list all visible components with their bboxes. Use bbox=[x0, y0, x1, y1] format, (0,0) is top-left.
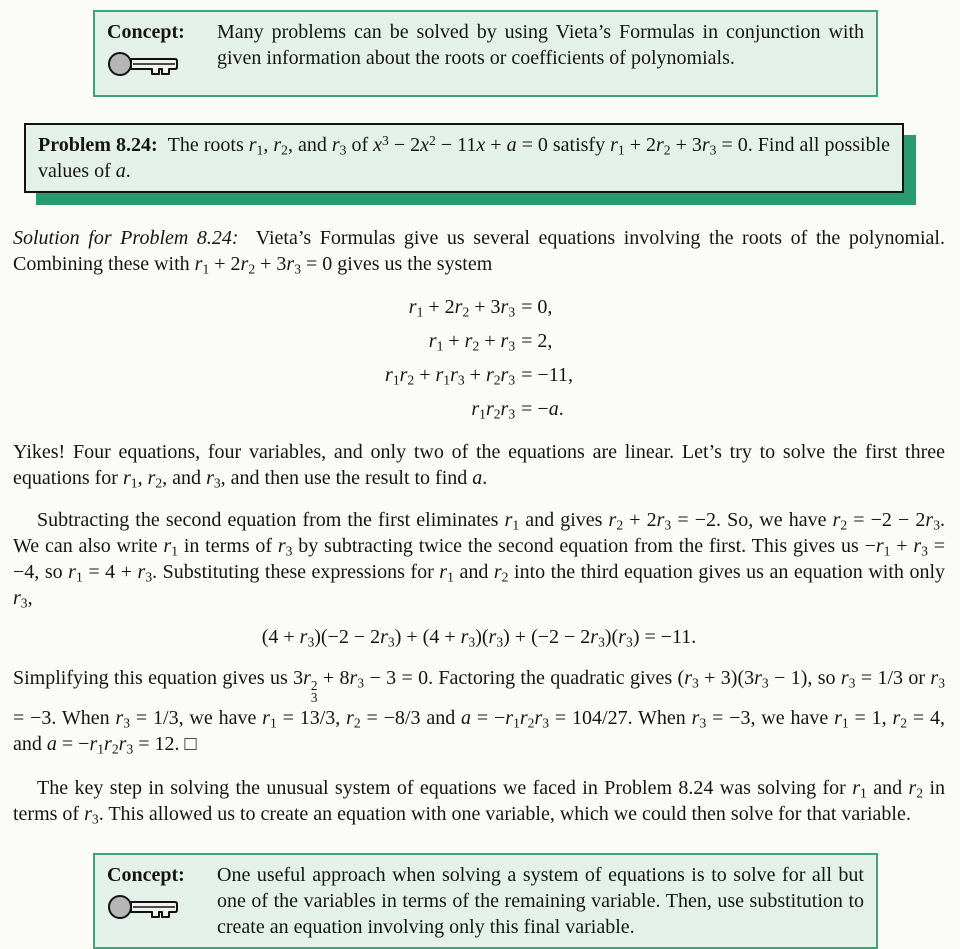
concept-label: Concept: bbox=[107, 21, 185, 43]
equation-lhs: $r_1 + r_2 + r_3$ bbox=[428, 330, 516, 354]
equation-rhs: = 2, bbox=[521, 330, 553, 352]
problem-box bbox=[24, 123, 904, 193]
concept-label-column bbox=[107, 862, 209, 940]
key-icon bbox=[107, 47, 209, 88]
concept-box-bottom bbox=[93, 853, 878, 949]
concept-label: Concept: bbox=[107, 863, 185, 886]
para-subtracting: Subtracting the second equation from the first eliminates $r_1$ and gives $r_2 + 2r_3 = -2$. So, we have $r_2 = -2 - 2r_3$. We can also write $r_1$ in terms of $r_3$ by subtracting twice the second equation from the first. This gives us $-r_1 + r_3 = -4$, so $r_1 = 4 + r_3$. Substituting these expressions for $r_1$ and $r_2$ into the third equation gives us an equation with only $r_3$, bbox=[13, 509, 946, 611]
equation-rhs: = 0, bbox=[521, 296, 553, 318]
equation-row bbox=[385, 324, 573, 358]
equation-lhs: $r_1r_2r_3$ bbox=[471, 398, 516, 422]
equation-row bbox=[385, 290, 573, 324]
equation-system bbox=[385, 290, 573, 426]
problem-statement: The roots $r_1$, $r_2$, and $r_3$ of $x^3 - 2x^2 - 11x + a = 0$ satisfy $r_1 + 2r_2 + 3r_3 = 0$. Find all possible values of a. bbox=[38, 132, 891, 182]
equation-row bbox=[385, 358, 573, 392]
equation-rhs: = −a. bbox=[521, 398, 564, 420]
problem-paragraph bbox=[38, 132, 890, 184]
display-equation: $(4 + r_3)(-2 - 2r_3) + (4 + r_3)(r_3) + (-2 - 2r_3)(r_3) = -11$. bbox=[261, 626, 697, 650]
concept-box-top bbox=[93, 10, 878, 97]
para-keystep: The key step in solving the unusual system of equations we faced in Problem 8.24 was solving for $r_1$ and $r_2$ in terms of $r_3$. This allowed us to create an equation with one variable, which we could then solve for that variable. bbox=[13, 776, 945, 826]
para-simplifying: Simplifying this equation gives us 3r 2 3 + $8r_3 - 3 = 0$. Factoring the quadratic gives $(r_3 + 3)(3r_3 - 1)$, so $r_3 = 1/3$ or $r_3 = -3$. When $r_3 = 1/3$, we have $r_1 = 13/3$, $r_2 = -8/3$ and $a = -r_1r_2r_3 = 104/27$. When $r_3 = -3$, we have $r_1 = 1$, $r_2 = 4$, and $a = -r_1r_2r_3 = 12$. □ bbox=[13, 667, 945, 756]
para-yikes: Yikes! Four equations, four variables, and only two of the equations are linear. Let’s try to solve the first three equations for $r_1$, $r_2$, and $r_3$, and then use the result to find a. bbox=[13, 441, 945, 491]
key-icon bbox=[107, 890, 209, 931]
equation-lhs: $r_1r_2 + r_1r_3 + r_2r_3$ bbox=[385, 364, 516, 388]
concept-label-column bbox=[107, 19, 209, 88]
solution-intro: Solution for Problem 8.24: Vieta’s Formulas give us several equations involving the roots of the polynomial. Combining these with $r_1 + 2r_2 + 3r_3 = 0$ gives us the system bbox=[13, 227, 945, 277]
problem-label: Problem 8.24: bbox=[38, 134, 158, 156]
concept-text: Many problems can be solved by using Vieta’s Formulas in conjunction with given information about the roots or coefficients of polynomials. bbox=[217, 21, 864, 69]
equation-rhs: = −11, bbox=[521, 364, 573, 386]
equation-row bbox=[385, 392, 573, 426]
equation-lhs: $r_1 + 2r_2 + 3r_3$ bbox=[408, 296, 516, 320]
concept-text: One useful approach when solving a system of equations is to solve for all but one of the variables in terms of the remaining variable. Then, use substitution to create an equation involving only this final variable. bbox=[217, 863, 864, 938]
